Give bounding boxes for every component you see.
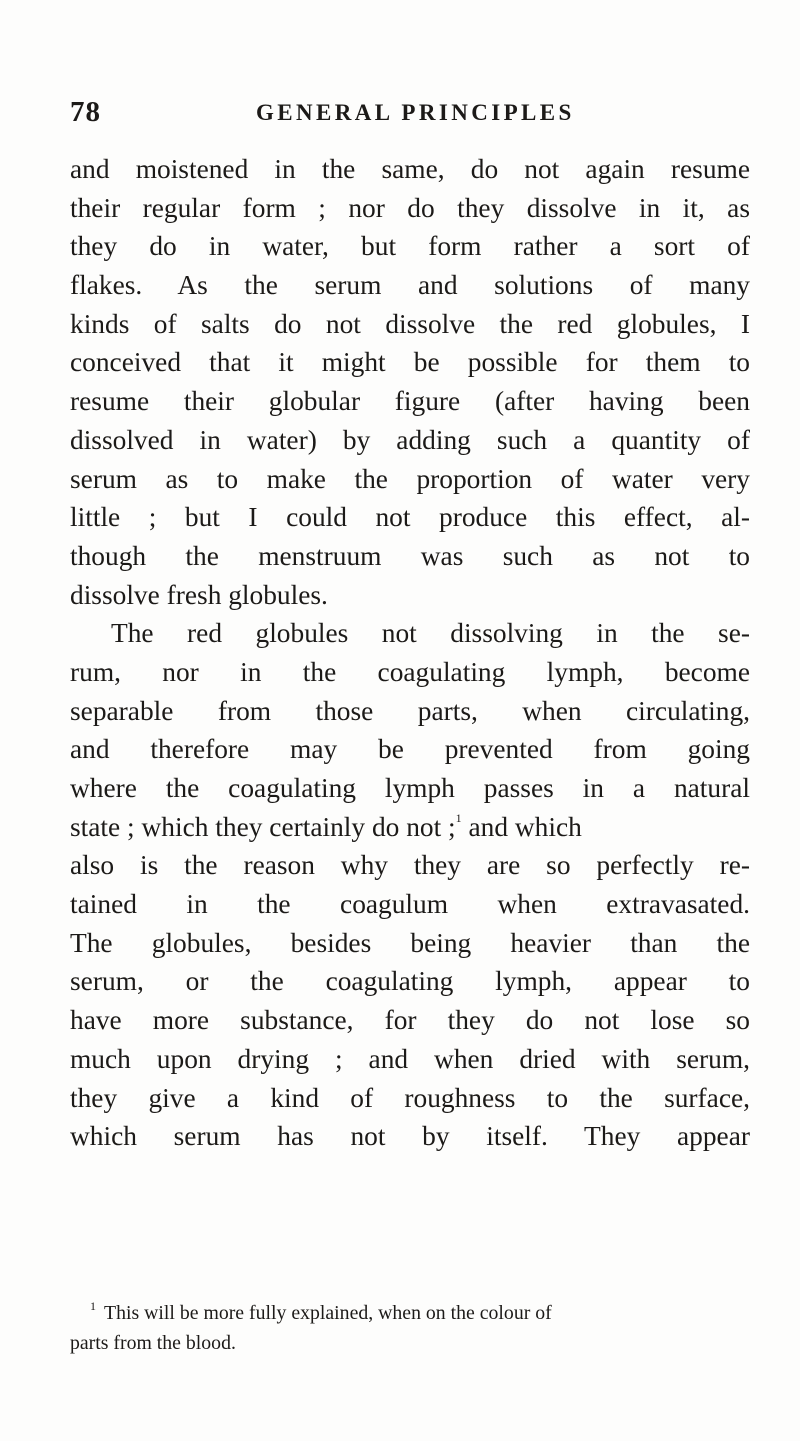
running-title: GENERAL PRINCIPLES (256, 100, 575, 125)
footnote-line: parts from the blood. (70, 1332, 236, 1354)
text-line: serum, or the coagulating lymph, appear to (70, 966, 750, 997)
text-line: serum as to make the proportion of water very (70, 463, 750, 494)
body-text (70, 150, 750, 1156)
text-line: have more substance, for they do not lose so (70, 1005, 750, 1036)
text-line: which serum has not by itself. They appear (70, 1121, 750, 1152)
text-line: kinds of salts do not dissolve the red globules, I (70, 308, 750, 339)
footnote (70, 1298, 750, 1358)
text-line: they give a kind of roughness to the surface, (70, 1082, 750, 1113)
text-line: they do in water, but form rather a sort of (70, 231, 750, 262)
text-line: dissolved in water) by adding such a quantity of (70, 424, 750, 455)
page-number: 78 (70, 96, 101, 128)
page-header (70, 96, 750, 136)
footnote-line (70, 1298, 750, 1328)
text-line: also is the reason why they are so perfectly re- (70, 850, 750, 881)
text-line: their regular form ; nor do they dissolve in it, as (70, 192, 750, 223)
text-line: much upon drying ; and when dried with serum, (70, 1043, 750, 1074)
text-segment: and which (461, 811, 582, 842)
text-line: and moistened in the same, do not again resume (70, 154, 750, 184)
text-line: little ; but I could not produce this effect, al- (70, 502, 750, 533)
footnote-marker: 1 (90, 1299, 96, 1313)
text-line: The red globules not dissolving in the se- (111, 618, 750, 649)
text-line: though the menstruum was such as not to (70, 540, 750, 571)
text-line: and therefore may be prevented from going (70, 734, 750, 765)
footnote-reference: 1 (455, 810, 462, 825)
text-line: rum, nor in the coagulating lymph, become (70, 656, 750, 687)
text-line: where the coagulating lymph passes in a natural (70, 773, 750, 803)
text-line: flakes. As the serum and solutions of many (70, 270, 750, 301)
text-line: separable from those parts, when circulating, (70, 695, 750, 726)
text-line: The globules, besides being heavier than the (70, 927, 750, 958)
text-line: dissolve fresh globules. (70, 579, 328, 610)
text-segment: state ; which they certainly do not ; (70, 811, 456, 842)
footnote-text: This will be more fully explained, when on the colour of (104, 1302, 552, 1324)
text-line: conceived that it might be possible for them to (70, 347, 750, 378)
text-line-with-footnote (70, 808, 750, 847)
text-line: tained in the coagulum when extravasated. (70, 889, 750, 920)
text-line: resume their globular figure (after having been (70, 386, 750, 417)
